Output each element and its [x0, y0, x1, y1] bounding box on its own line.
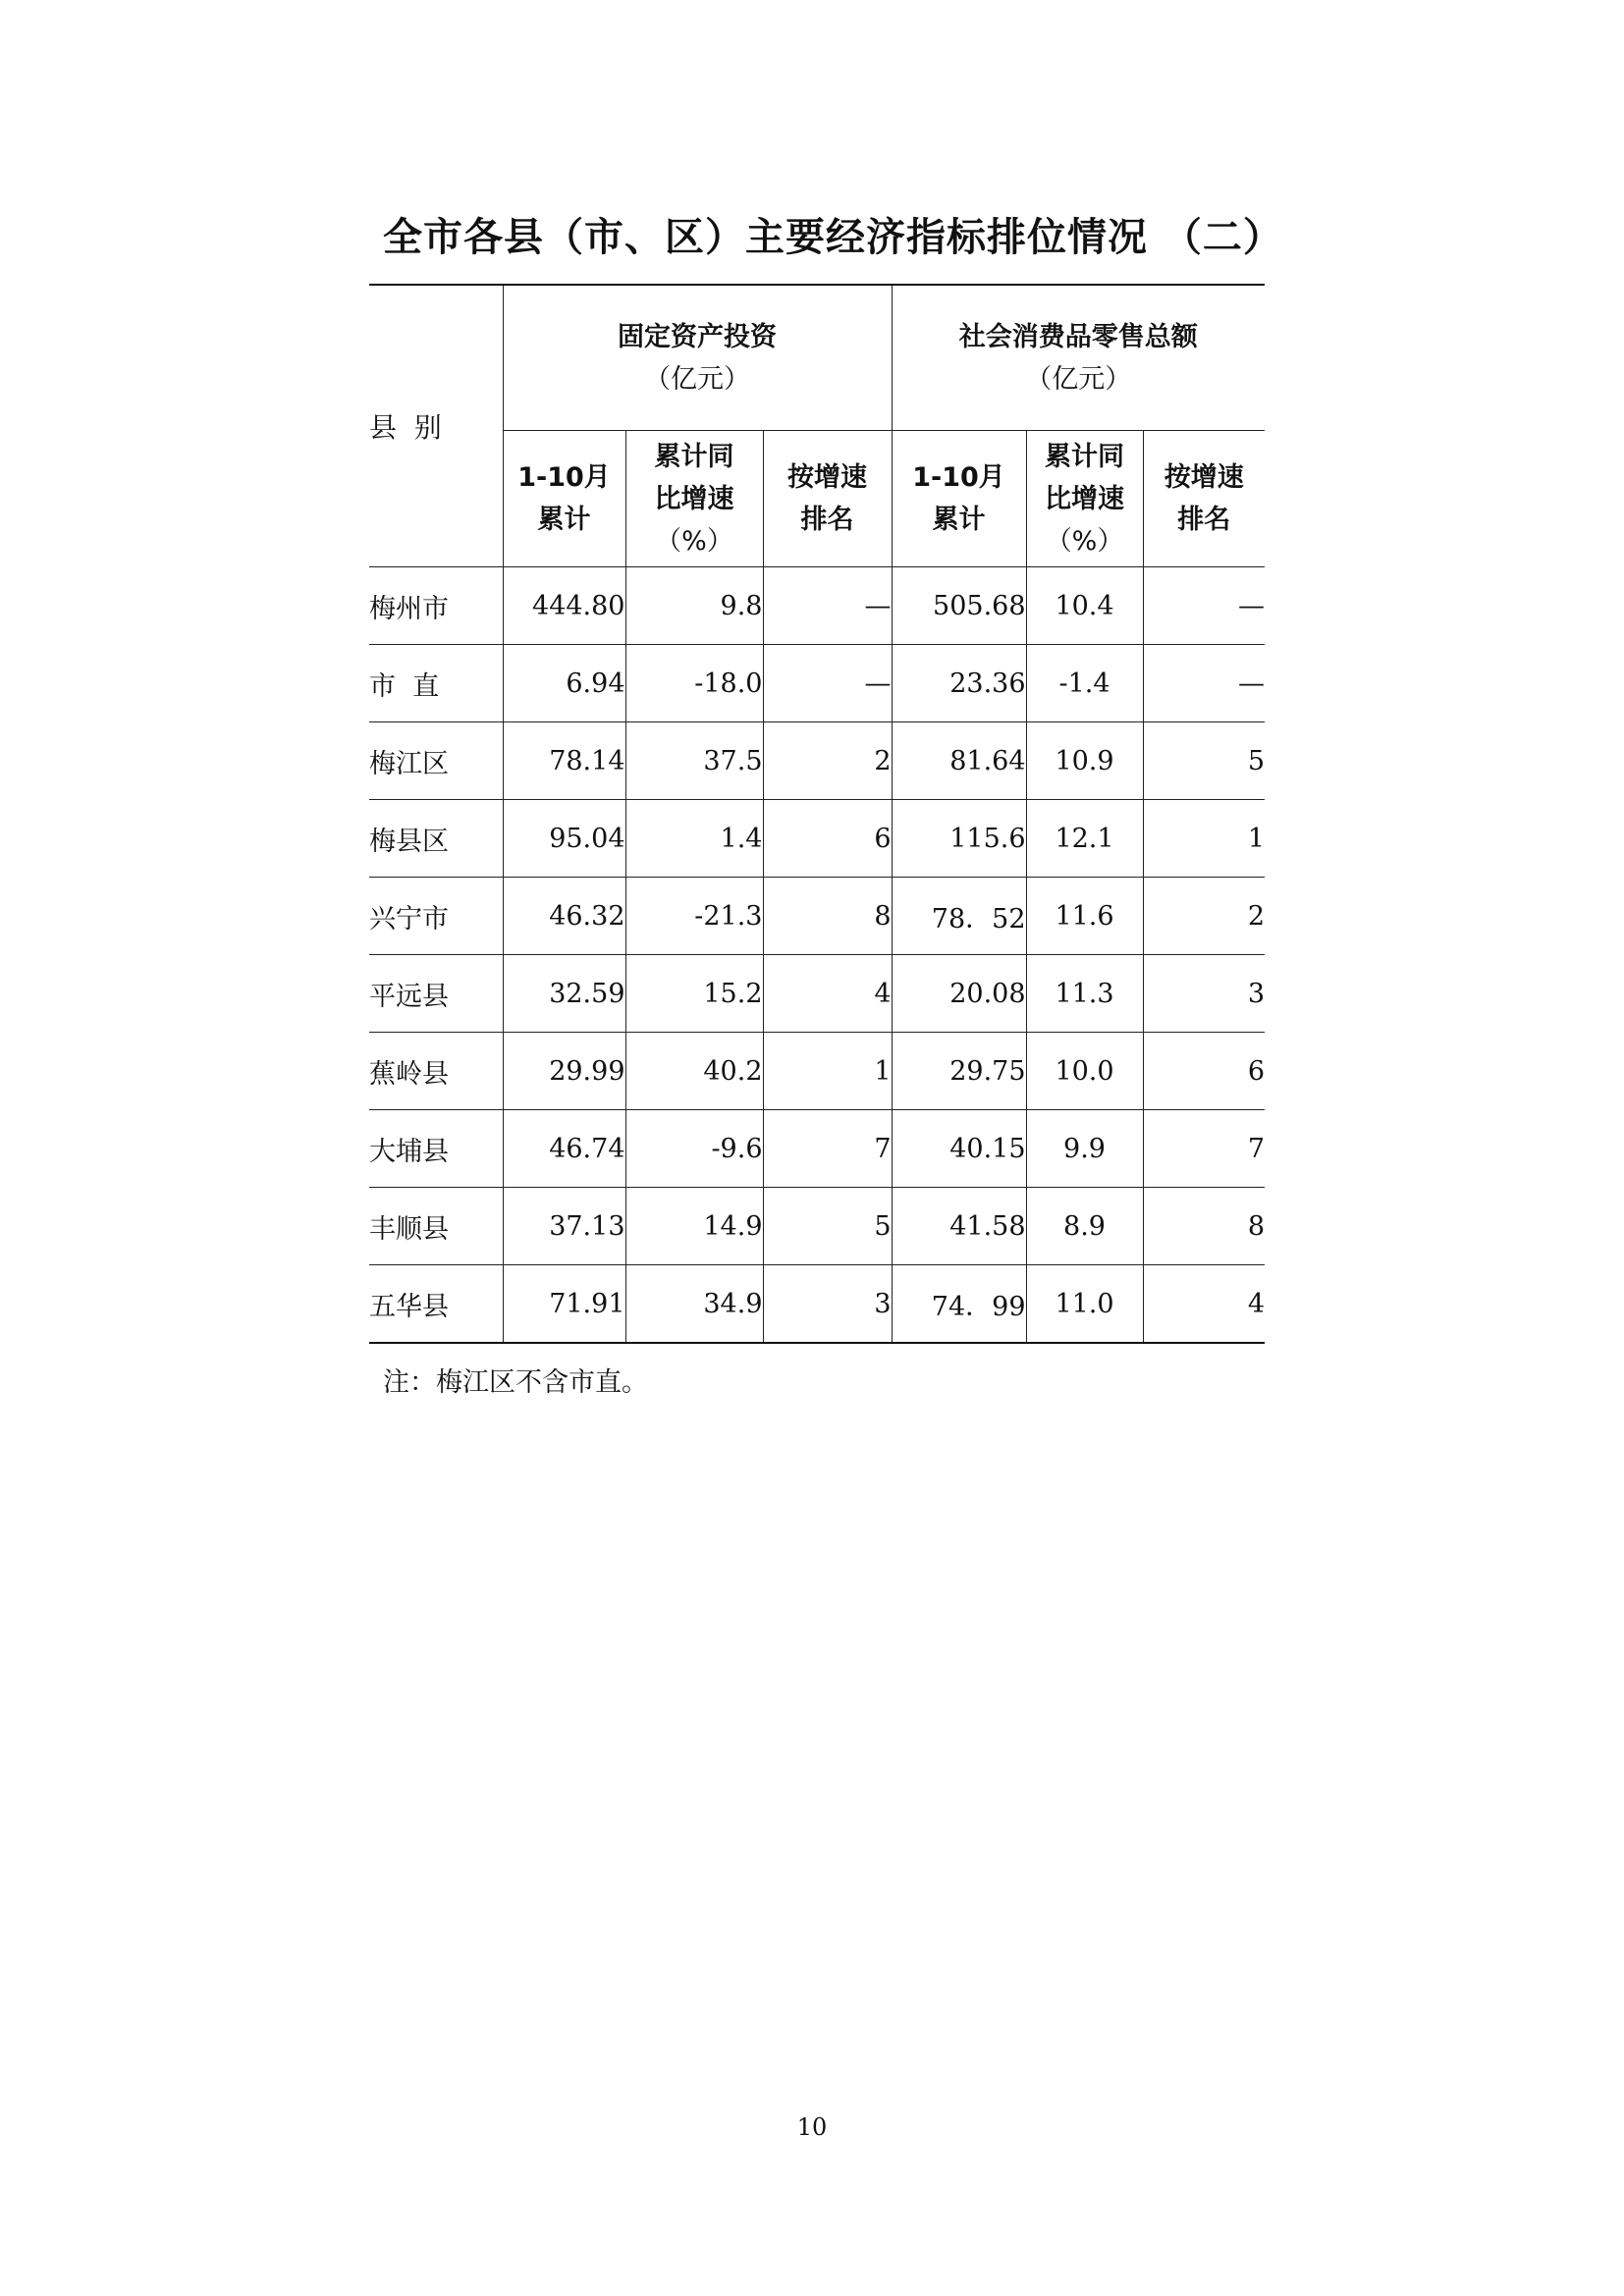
retail-rank: — [1143, 567, 1265, 645]
retail-cumulative: 29.75 [892, 1033, 1026, 1110]
investment-cumulative: 6.94 [503, 645, 625, 722]
table-row [369, 800, 1265, 878]
investment-cumulative: 46.74 [503, 1110, 625, 1188]
county-name: 梅江区 [369, 722, 503, 800]
retail-cumulative: 23.36 [892, 645, 1026, 722]
table-row [369, 1033, 1265, 1110]
investment-cumulative: 29.99 [503, 1033, 625, 1110]
retail-cumulative: 74．99 [892, 1265, 1026, 1344]
county-name: 市 直 [369, 645, 503, 722]
indicator-table [369, 284, 1265, 1344]
sub-header-growth: 累计同 比增速 （%） [1026, 431, 1143, 567]
retail-growth: 11.3 [1026, 955, 1143, 1033]
table-row [369, 1110, 1265, 1188]
county-name: 梅州市 [369, 567, 503, 645]
retail-growth: 12.1 [1026, 800, 1143, 878]
retail-rank: 2 [1143, 878, 1265, 955]
retail-growth: 8.9 [1026, 1188, 1143, 1265]
retail-cumulative: 41.58 [892, 1188, 1026, 1265]
county-name: 平远县 [369, 955, 503, 1033]
retail-rank: 6 [1143, 1033, 1265, 1110]
county-name: 蕉岭县 [369, 1033, 503, 1110]
retail-cumulative: 115.6 [892, 800, 1026, 878]
sub-header-cumulative: 1-10月 累计 [892, 431, 1026, 567]
retail-growth: 10.9 [1026, 722, 1143, 800]
table-row [369, 1265, 1265, 1344]
county-name: 梅县区 [369, 800, 503, 878]
sub-header-growth: 累计同 比增速 （%） [625, 431, 763, 567]
investment-rank: 6 [763, 800, 892, 878]
investment-growth: 37.5 [625, 722, 763, 800]
investment-growth: 40.2 [625, 1033, 763, 1110]
table-note: 注：梅江区不含市直。 [383, 1367, 648, 1398]
retail-rank: 7 [1143, 1110, 1265, 1188]
retail-growth: -1.4 [1026, 645, 1143, 722]
investment-rank: 5 [763, 1188, 892, 1265]
retail-cumulative: 505.68 [892, 567, 1026, 645]
retail-growth: 11.6 [1026, 878, 1143, 955]
retail-growth: 11.0 [1026, 1265, 1143, 1344]
investment-growth: -9.6 [625, 1110, 763, 1188]
investment-growth: 34.9 [625, 1265, 763, 1344]
investment-cumulative: 444.80 [503, 567, 625, 645]
sub-header-rank: 按增速 排名 [763, 431, 892, 567]
group-name: 社会消费品零售总额 [958, 321, 1198, 352]
investment-cumulative: 71.91 [503, 1265, 625, 1344]
retail-growth: 9.9 [1026, 1110, 1143, 1188]
group-header-retail-sales [892, 285, 1265, 431]
investment-rank: 4 [763, 955, 892, 1033]
investment-rank: 1 [763, 1033, 892, 1110]
investment-growth: -21.3 [625, 878, 763, 955]
investment-rank: — [763, 567, 892, 645]
table-row [369, 1188, 1265, 1265]
sub-header-rank: 按增速 排名 [1143, 431, 1265, 567]
table-row [369, 955, 1265, 1033]
retail-cumulative: 78．52 [892, 878, 1026, 955]
county-name: 大埔县 [369, 1110, 503, 1188]
retail-growth: 10.4 [1026, 567, 1143, 645]
retail-cumulative: 40.15 [892, 1110, 1026, 1188]
retail-growth: 10.0 [1026, 1033, 1143, 1110]
investment-growth: 15.2 [625, 955, 763, 1033]
sub-header-cumulative: 1-10月 累计 [503, 431, 625, 567]
investment-rank: 8 [763, 878, 892, 955]
investment-growth: 9.8 [625, 567, 763, 645]
retail-rank: 5 [1143, 722, 1265, 800]
investment-growth: 14.9 [625, 1188, 763, 1265]
page-number: 10 [796, 2113, 828, 2141]
table-row [369, 567, 1265, 645]
investment-rank: 3 [763, 1265, 892, 1344]
retail-rank: 1 [1143, 800, 1265, 878]
retail-rank: — [1143, 645, 1265, 722]
table-row [369, 645, 1265, 722]
group-header-fixed-investment [503, 285, 892, 431]
investment-cumulative: 46.32 [503, 878, 625, 955]
group-name: 固定资产投资 [618, 321, 777, 352]
retail-rank: 4 [1143, 1265, 1265, 1344]
retail-cumulative: 81.64 [892, 722, 1026, 800]
header-row-subs [369, 431, 1265, 567]
table-row [369, 722, 1265, 800]
retail-rank: 8 [1143, 1188, 1265, 1265]
group-unit: （亿元） [1025, 363, 1132, 395]
investment-cumulative: 37.13 [503, 1188, 625, 1265]
investment-rank: 7 [763, 1110, 892, 1188]
investment-cumulative: 95.04 [503, 800, 625, 878]
investment-rank: — [763, 645, 892, 722]
investment-growth: -18.0 [625, 645, 763, 722]
investment-cumulative: 32.59 [503, 955, 625, 1033]
page-title: 全市各县（市、区）主要经济指标排位情况 （二） [383, 215, 1283, 260]
header-row-groups [369, 285, 1265, 431]
table-row [369, 878, 1265, 955]
retail-cumulative: 20.08 [892, 955, 1026, 1033]
county-name: 丰顺县 [369, 1188, 503, 1265]
county-header: 县 别 [369, 285, 503, 567]
investment-cumulative: 78.14 [503, 722, 625, 800]
investment-growth: 1.4 [625, 800, 763, 878]
investment-rank: 2 [763, 722, 892, 800]
county-name: 兴宁市 [369, 878, 503, 955]
retail-rank: 3 [1143, 955, 1265, 1033]
table-body [369, 567, 1265, 1344]
group-unit: （亿元） [644, 363, 750, 395]
county-name: 五华县 [369, 1265, 503, 1344]
